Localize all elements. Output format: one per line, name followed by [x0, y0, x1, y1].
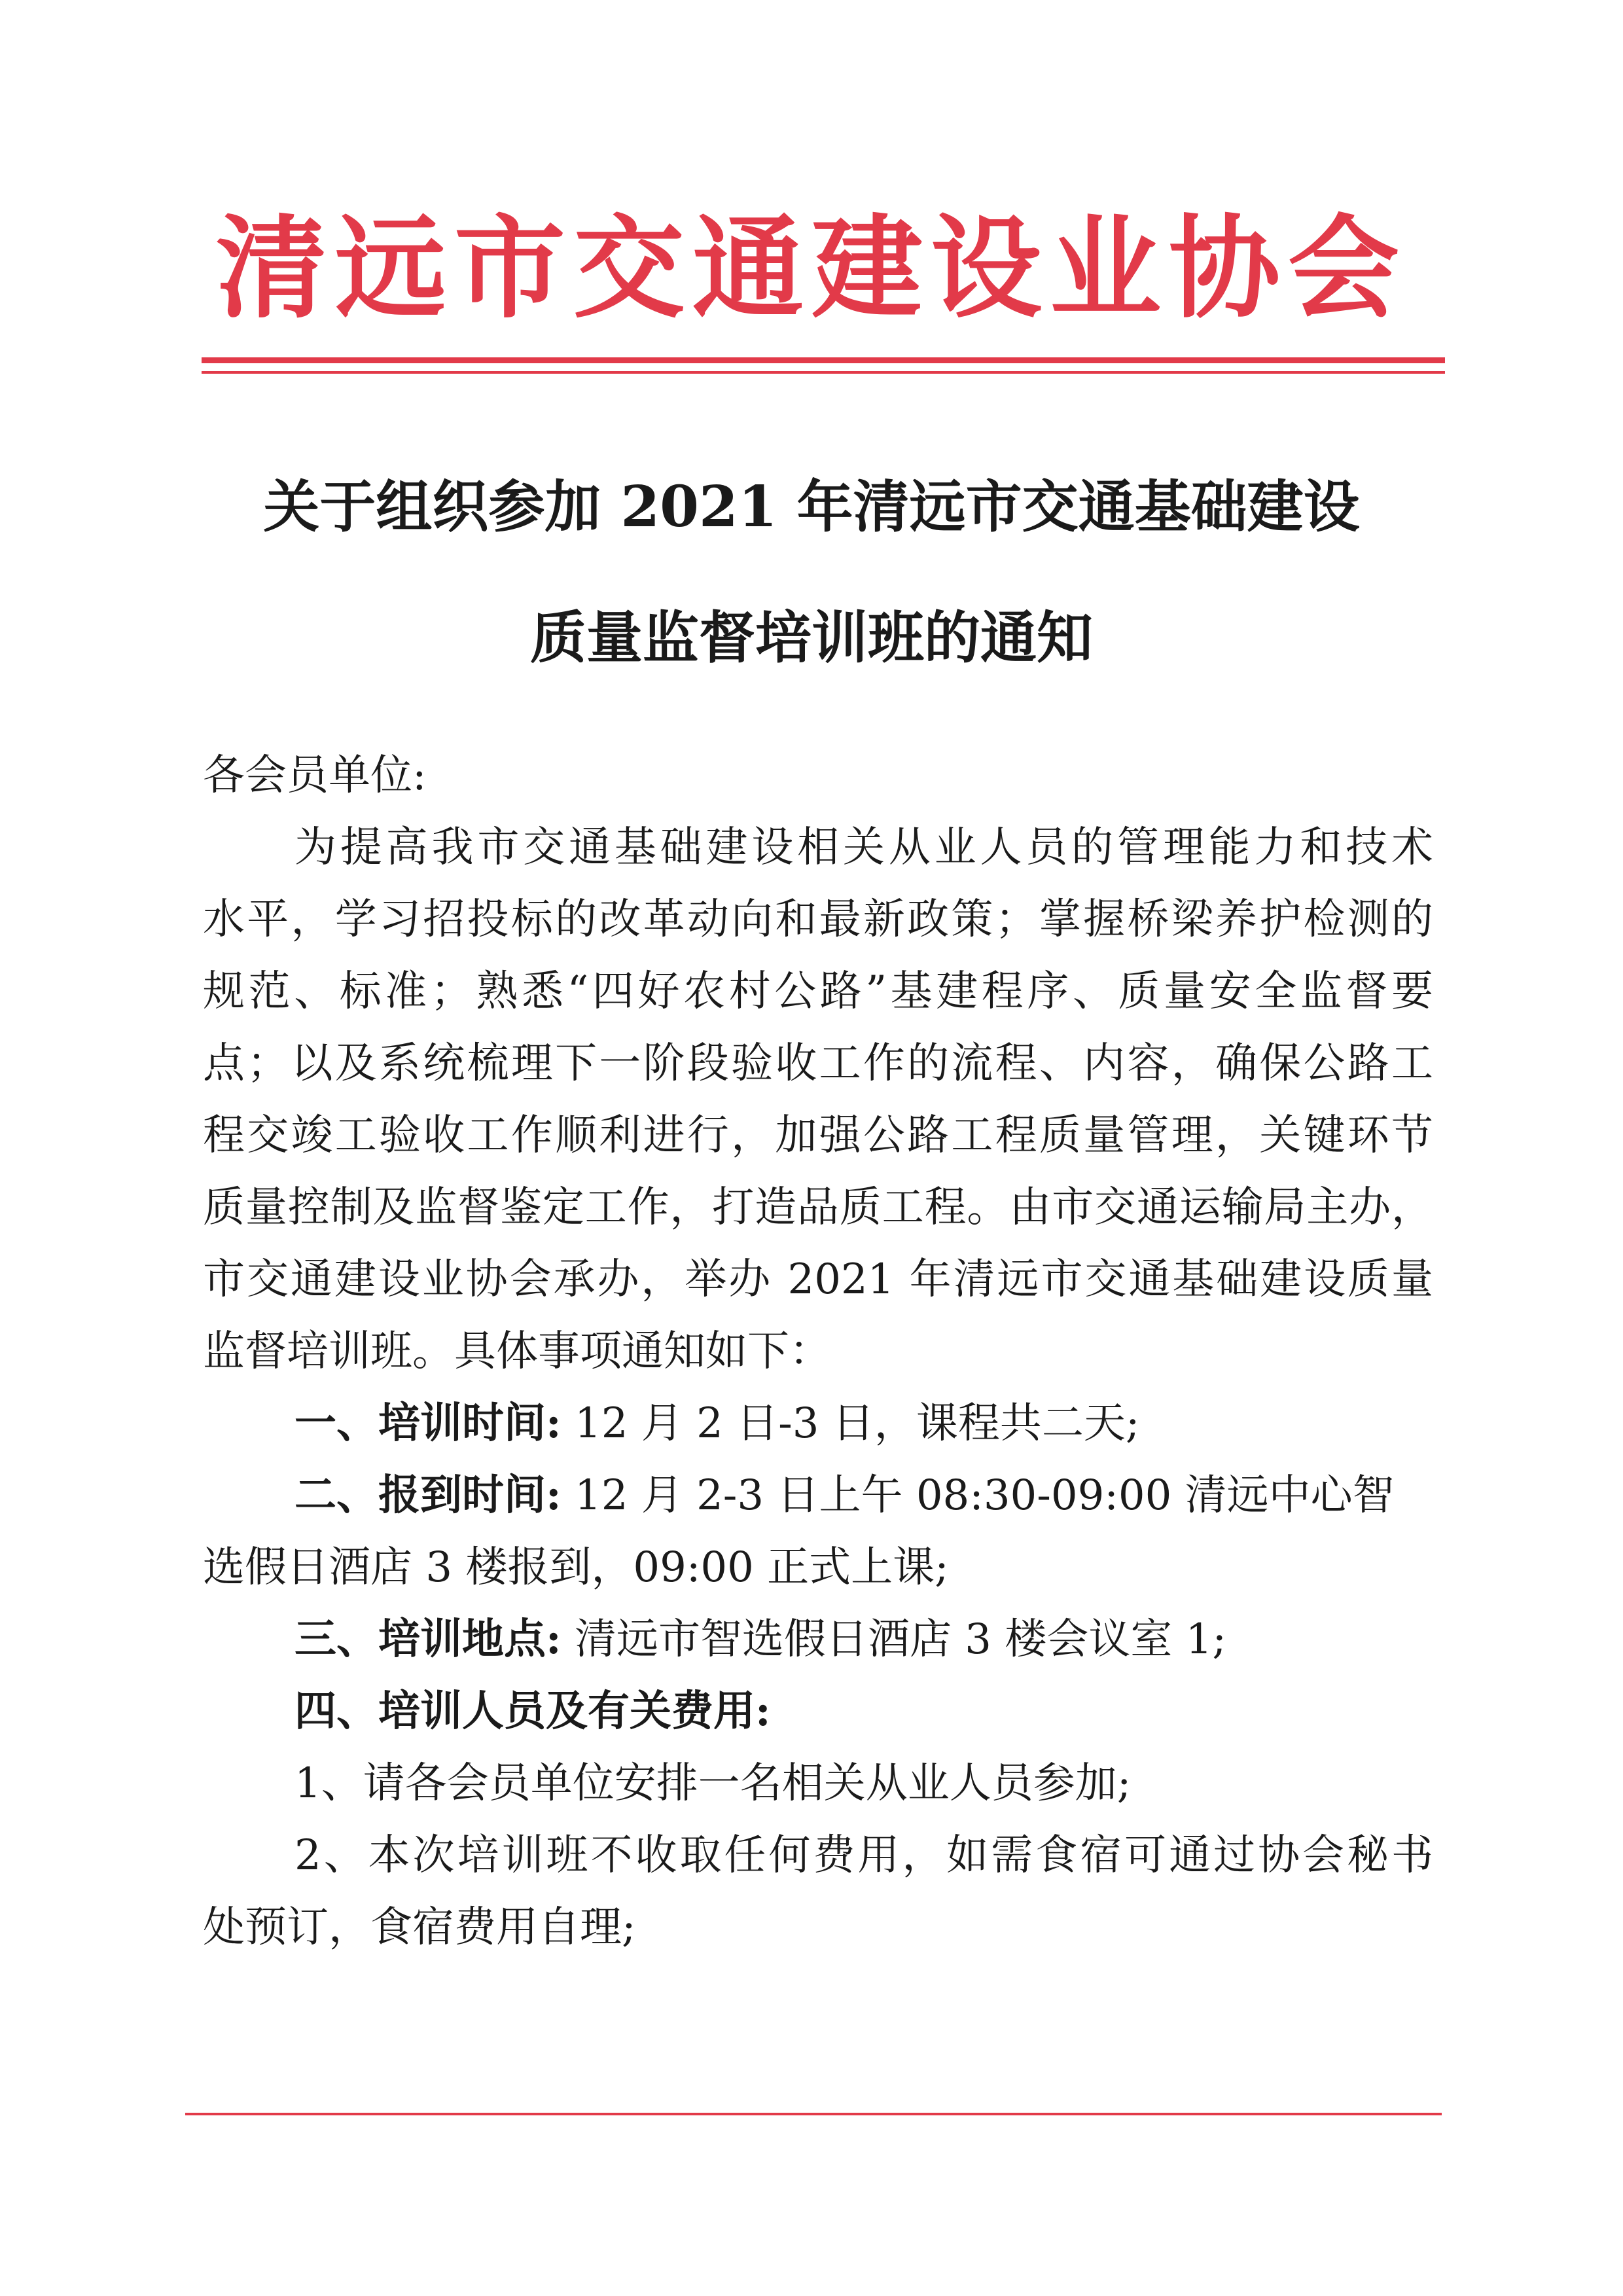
paragraph-line: 为提高我市交通基础建设相关从业人员的管理能力和技术 [294, 823, 1433, 872]
letterhead-rule-thin [202, 371, 1445, 374]
item-label: 一、培训时间: [294, 1399, 562, 1448]
item-text: 12 月 2-3 日上午 08:30-09:00 清远中心智 [561, 1471, 1395, 1520]
document-title-line-1: 关于组织参加 2021 年清远市交通基础建设 [263, 474, 1360, 540]
sub-item-2: 2、本次培训班不收取任何费用，如需食宿可通过协会秘书 [294, 1831, 1433, 1880]
salutation: 各会员单位: [203, 751, 427, 800]
item-training-location [294, 1604, 1226, 1676]
org-letterhead: 清远市交通建设业协会 [215, 203, 1407, 334]
item-personnel-fees: 四、培训人员及有关费用: [294, 1687, 771, 1736]
document-title-line-2: 质量监督培训班的通知 [530, 605, 1093, 671]
footer-rule [185, 2113, 1442, 2115]
paragraph-line: 点；以及系统梳理下一阶段验收工作的流程、内容，确保公路工 [203, 1039, 1433, 1088]
paragraph-line: 监督培训班。具体事项通知如下： [203, 1327, 831, 1376]
paragraph-line: 规范、标准；熟悉“四好农村公路”基建程序、质量安全监督要 [203, 967, 1433, 1016]
sub-item-2-cont: 处预订，食宿费用自理; [203, 1903, 636, 1952]
paragraph-line: 程交竣工验收工作顺利进行，加强公路工程质量管理，关键环节 [203, 1111, 1433, 1160]
item-label: 二、报到时间: [294, 1471, 562, 1520]
item-text: 12 月 2 日-3 日，课程共二天; [561, 1399, 1140, 1448]
item-checkin-time-cont: 选假日酒店 3 楼报到，09:00 正式上课; [203, 1543, 949, 1592]
letterhead-rule-thick [202, 357, 1445, 363]
item-checkin-time [294, 1460, 1395, 1532]
item-training-time [294, 1388, 1139, 1460]
paragraph-line: 质量控制及监督鉴定工作，打造品质工程。由市交通运输局主办， [203, 1183, 1433, 1232]
paragraph-line: 市交通建设业协会承办，举办 2021 年清远市交通基础建设质量 [203, 1255, 1433, 1304]
sub-item-1: 1、请各会员单位安排一名相关从业人员参加; [294, 1759, 1132, 1808]
item-label: 三、培训地点: [294, 1615, 562, 1664]
paragraph-line: 水平，学习招投标的改革动向和最新政策；掌握桥梁养护检测的 [203, 895, 1433, 944]
item-text: 清远市智选假日酒店 3 楼会议室 1; [561, 1615, 1226, 1664]
